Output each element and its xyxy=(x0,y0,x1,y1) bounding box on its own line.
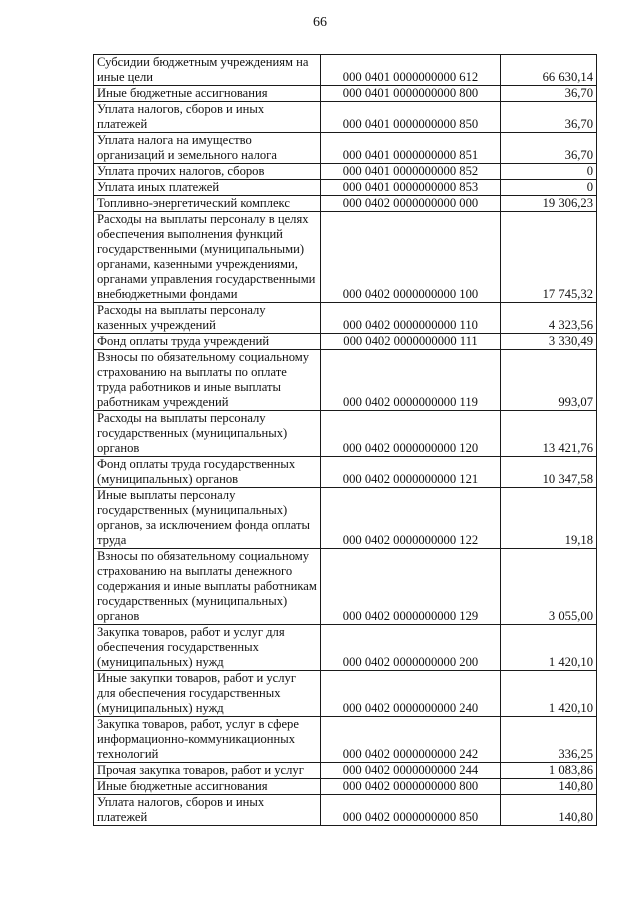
row-name: Уплата налогов, сборов и иных платежей xyxy=(94,102,321,133)
table-row xyxy=(94,779,597,795)
row-amount: 336,25 xyxy=(501,717,597,763)
row-name: Закупка товаров, работ и услуг для обеспечения государственных (муниципальных) нужд xyxy=(94,625,321,671)
table-row xyxy=(94,671,597,717)
row-amount: 17 745,32 xyxy=(501,212,597,303)
budget-table xyxy=(93,54,597,826)
row-name: Топливно-энергетический комплекс xyxy=(94,196,321,212)
row-name: Взносы по обязательному социальному страхованию на выплаты по оплате труда работников и иные выплаты работникам учреждений xyxy=(94,350,321,411)
row-code: 000 0402 0000000000 111 xyxy=(321,334,501,350)
table-row xyxy=(94,717,597,763)
row-name: Прочая закупка товаров, работ и услуг xyxy=(94,763,321,779)
row-amount: 3 330,49 xyxy=(501,334,597,350)
table-row xyxy=(94,86,597,102)
table-row xyxy=(94,55,597,86)
row-name: Расходы на выплаты персоналу казенных учреждений xyxy=(94,303,321,334)
row-amount: 19 306,23 xyxy=(501,196,597,212)
row-name: Фонд оплаты труда государственных (муниципальных) органов xyxy=(94,457,321,488)
table-row xyxy=(94,350,597,411)
table-row xyxy=(94,334,597,350)
row-code: 000 0402 0000000000 100 xyxy=(321,212,501,303)
table-row xyxy=(94,625,597,671)
table-row xyxy=(94,411,597,457)
row-code: 000 0402 0000000000 850 xyxy=(321,795,501,826)
row-code: 000 0402 0000000000 110 xyxy=(321,303,501,334)
row-amount: 140,80 xyxy=(501,779,597,795)
row-code: 000 0402 0000000000 200 xyxy=(321,625,501,671)
budget-table-body xyxy=(94,55,597,826)
page-number: 66 xyxy=(313,15,327,30)
table-row xyxy=(94,180,597,196)
row-amount: 66 630,14 xyxy=(501,55,597,86)
row-code: 000 0402 0000000000 244 xyxy=(321,763,501,779)
row-name: Уплата налогов, сборов и иных платежей xyxy=(94,795,321,826)
row-amount: 0 xyxy=(501,180,597,196)
table-row xyxy=(94,212,597,303)
row-amount: 0 xyxy=(501,164,597,180)
row-name: Уплата прочих налогов, сборов xyxy=(94,164,321,180)
row-name: Уплата иных платежей xyxy=(94,180,321,196)
row-code: 000 0402 0000000000 119 xyxy=(321,350,501,411)
table-row xyxy=(94,795,597,826)
row-amount: 36,70 xyxy=(501,133,597,164)
row-code: 000 0402 0000000000 242 xyxy=(321,717,501,763)
row-name: Иные бюджетные ассигнования xyxy=(94,86,321,102)
row-name: Иные бюджетные ассигнования xyxy=(94,779,321,795)
table-row xyxy=(94,196,597,212)
row-name: Расходы на выплаты персоналу в целях обеспечения выполнения функций государственными (муниципальными) органами, казенными учреждениями, органами управления государственными внебюджетными фондами xyxy=(94,212,321,303)
row-amount: 3 055,00 xyxy=(501,549,597,625)
row-name: Расходы на выплаты персоналу государственных (муниципальных) органов xyxy=(94,411,321,457)
row-code: 000 0402 0000000000 122 xyxy=(321,488,501,549)
row-code: 000 0401 0000000000 852 xyxy=(321,164,501,180)
table-row xyxy=(94,164,597,180)
row-amount: 4 323,56 xyxy=(501,303,597,334)
row-name: Взносы по обязательному социальному страхованию на выплаты денежного содержания и иные выплаты работникам государственных (муниципальных) органов xyxy=(94,549,321,625)
row-name: Уплата налога на имущество организаций и земельного налога xyxy=(94,133,321,164)
row-amount: 36,70 xyxy=(501,86,597,102)
row-code: 000 0402 0000000000 800 xyxy=(321,779,501,795)
row-amount: 10 347,58 xyxy=(501,457,597,488)
row-name: Субсидии бюджетным учреждениям на иные цели xyxy=(94,55,321,86)
row-code: 000 0402 0000000000 000 xyxy=(321,196,501,212)
table-row xyxy=(94,133,597,164)
row-name: Фонд оплаты труда учреждений xyxy=(94,334,321,350)
row-amount: 36,70 xyxy=(501,102,597,133)
row-code: 000 0401 0000000000 853 xyxy=(321,180,501,196)
row-code: 000 0401 0000000000 612 xyxy=(321,55,501,86)
row-amount: 1 420,10 xyxy=(501,671,597,717)
row-code: 000 0401 0000000000 850 xyxy=(321,102,501,133)
row-code: 000 0401 0000000000 851 xyxy=(321,133,501,164)
table-row xyxy=(94,102,597,133)
row-code: 000 0402 0000000000 240 xyxy=(321,671,501,717)
row-amount: 140,80 xyxy=(501,795,597,826)
row-amount: 1 083,86 xyxy=(501,763,597,779)
row-amount: 19,18 xyxy=(501,488,597,549)
row-code: 000 0402 0000000000 120 xyxy=(321,411,501,457)
row-code: 000 0402 0000000000 129 xyxy=(321,549,501,625)
row-amount: 1 420,10 xyxy=(501,625,597,671)
row-name: Закупка товаров, работ, услуг в сфере информационно-коммуникационных технологий xyxy=(94,717,321,763)
table-row xyxy=(94,549,597,625)
row-amount: 993,07 xyxy=(501,350,597,411)
row-name: Иные выплаты персоналу государственных (муниципальных) органов, за исключением фонда оплаты труда xyxy=(94,488,321,549)
table-row xyxy=(94,763,597,779)
row-code: 000 0402 0000000000 121 xyxy=(321,457,501,488)
row-name: Иные закупки товаров, работ и услуг для обеспечения государственных (муниципальных) нужд xyxy=(94,671,321,717)
table-row xyxy=(94,303,597,334)
row-code: 000 0401 0000000000 800 xyxy=(321,86,501,102)
row-amount: 13 421,76 xyxy=(501,411,597,457)
table-row xyxy=(94,457,597,488)
table-row xyxy=(94,488,597,549)
